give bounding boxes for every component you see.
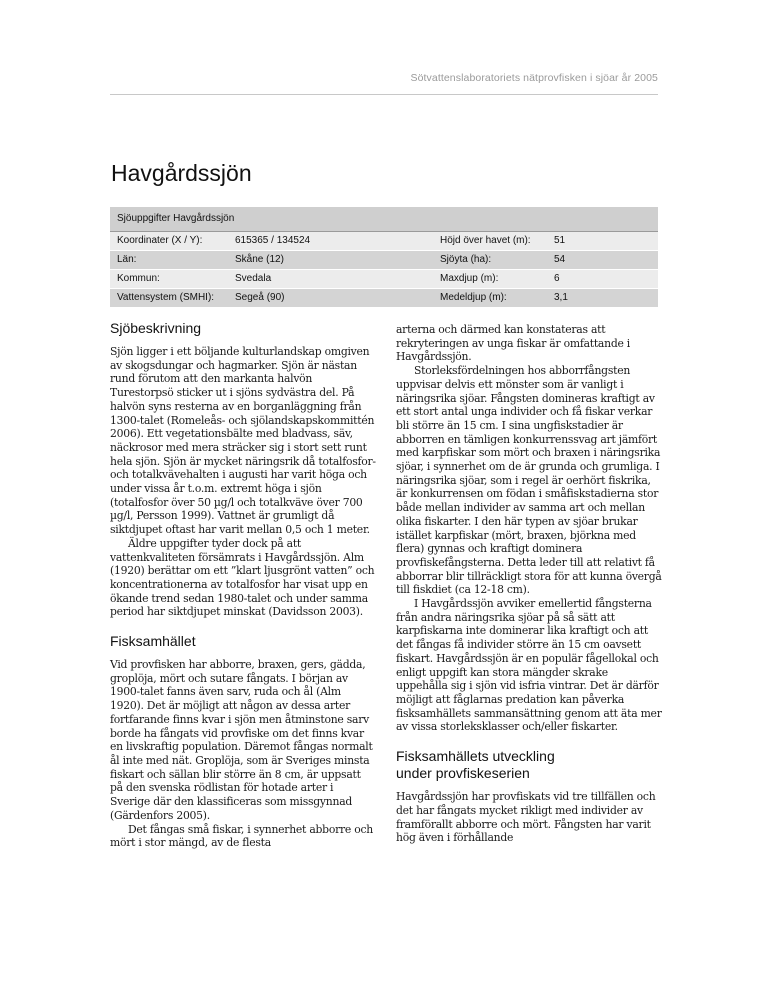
body-paragraph: Sjön ligger i ett böljande kulturlandskap omgiven av skogsdungar och hagmarker. Sjön är nästan rund förutom att den markanta halvön Turestorpsö sticker ut i sjöns sydvästra del. På halvön syns resterna av en borganläggning från 1300-talet (Romeleås- och sjölandskapskommittén 2006). Ett vegetationsbälte med bladvass, säv, näckrosor med mera sträcker sig i stort sett runt hela sjön. Sjön är mycket näringsrik då totalfosfor- och totalkvävehalten i augusti har varit höga och under vissa år t.o.m. extremt höga i sjön (totalfosfor över 50 µg/l och totalkväve över 700 µg/l, Persson 1999). Vattnet är grumligt då siktdjupet oftast har varit mellan 0,5 och 1 meter.: [110, 345, 376, 537]
facts-label: Kommun:: [117, 273, 160, 284]
facts-table-caption: Sjöuppgifter Havgårdssjön: [110, 207, 658, 232]
left-text-column: [110, 320, 376, 850]
body-paragraph: Det fångas små fiskar, i synnerhet abborre och mört i stor mängd, av de flesta: [110, 822, 373, 850]
header-divider: [110, 94, 658, 95]
facts-label: Län:: [117, 254, 137, 265]
facts-label: Höjd över havet (m):: [440, 235, 531, 246]
page-title: Havgårdssjön: [111, 160, 252, 186]
section-heading-sjobeskrivning: Sjöbeskrivning: [110, 320, 202, 336]
body-paragraph: arterna och därmed kan konstateras att rekryteringen av unga fiskar är omfattande i Havgårdssjön.: [396, 323, 631, 364]
body-paragraph: I Havgårdssjön avviker emellertid fångsterna från andra näringsrika sjöar på så sätt att karpfiskarna inte dominerar lika kraftigt och att det fångas få individer större än 15 cm oavsett fiskart. Havgårdssjön är en populär fågellokal och enligt uppgift kan stora mängder skrake uppehålla sig i sjön vid isfria vintrar. Det är därför möjligt att fåglarnas predation kan påverka fisksamhällets sammansättning genom att äta mer av vissa storleksklasser och/eller fiskarter.: [396, 597, 662, 734]
section-heading-fisksamhallets-utveckling: [396, 748, 662, 782]
heading-line: Fisksamhällets utveckling: [396, 748, 555, 765]
facts-value: Svedala: [235, 273, 272, 284]
facts-value: 615365 / 134524: [235, 235, 311, 246]
body-paragraph: Äldre uppgifter tyder dock på att vattenkvaliteten försämrats i Havgårdssjön. Alm (1920) berättar om ett ”klart ljusgrönt vatten” och koncentrationerna av totalfosfor har visat upp en ökande trend sedan 1980-talet och under samma period har siktdjupet minskat (Davidsson 2003).: [110, 536, 375, 619]
facts-value: Segeå (90): [235, 292, 285, 303]
running-header: Sötvattenslaboratoriets nätprovfisken i sjöar år 2005: [410, 72, 658, 84]
facts-value: 54: [554, 254, 566, 265]
facts-value: 51: [554, 235, 566, 246]
facts-label: Sjöyta (ha):: [440, 254, 492, 265]
facts-value: 3,1: [554, 292, 568, 303]
facts-row: [110, 289, 658, 308]
right-text-column: [396, 323, 662, 845]
facts-label: Medeldjup (m):: [440, 292, 507, 303]
facts-row: [110, 251, 658, 270]
lake-facts-table: [110, 207, 658, 308]
facts-label: Maxdjup (m):: [440, 273, 499, 284]
facts-row: [110, 232, 658, 251]
heading-line: under provfiskeserien: [396, 765, 530, 782]
facts-label: Vattensystem (SMHI):: [117, 292, 215, 303]
body-paragraph: Vid provfisken har abborre, braxen, gers, gädda, groplöja, mört och sutare fångats. I början av 1900-talet fanns även sarv, ruda och ål (Alm 1920). Det är möjligt att någon av dessa arter fortfarande finns kvar i sjön men åtminstone sarv borde ha fångats vid provfiske om det finns kvar en livskraftig population. Däremot fångas normalt ål inte med nät. Groplöja, som är Sveriges minsta fiskart och sällan blir större än 8 cm, är uppsatt på den svenska rödlistan för hotade arter i Sverige där den klassificeras som missgynnad (Gärdenfors 2005).: [110, 658, 373, 822]
body-paragraph: Storleksfördelningen hos abborrfångsten uppvisar delvis ett mönster som är vanligt i näringsrika sjöar. Fångsten domineras kraftigt av ett stort antal unga individer och få fiskar verkar bli större än 15 cm. I sina ungfiskstadier är abborren en tämligen konkurrenssvag art jämfört med karpfiskar som mört och braxen i näringsrika sjöar, i synnerhet om de är grunda och grumliga. I näringsrika sjöar, som i regel är oerhört fiskrika, är konkurrensen om födan i småfiskstadierna stor både mellan individer av samma art och mellan olika fiskarter. I den här typen av sjöar brukar istället karpfiskar (mört, braxen, björkna med flera) gynnas och kraftigt dominera provfiskefångsterna. Detta leder till att relativt få abborrar blir tillräckligt stora för att kunna övergå till fiskdiet (ca 12-18 cm).: [396, 364, 662, 597]
facts-value: 6: [554, 273, 560, 284]
section-heading-fisksamhallet: Fisksamhället: [110, 633, 196, 650]
facts-value: Skåne (12): [235, 254, 284, 265]
facts-label: Koordinater (X / Y):: [117, 235, 203, 246]
facts-row: [110, 270, 658, 289]
body-paragraph: Havgårdssjön har provfiskats vid tre tillfällen och det har fångats mycket rikligt med individer av framförallt abborre och mört. Fångsten har varit hög även i förhållande: [396, 790, 656, 845]
